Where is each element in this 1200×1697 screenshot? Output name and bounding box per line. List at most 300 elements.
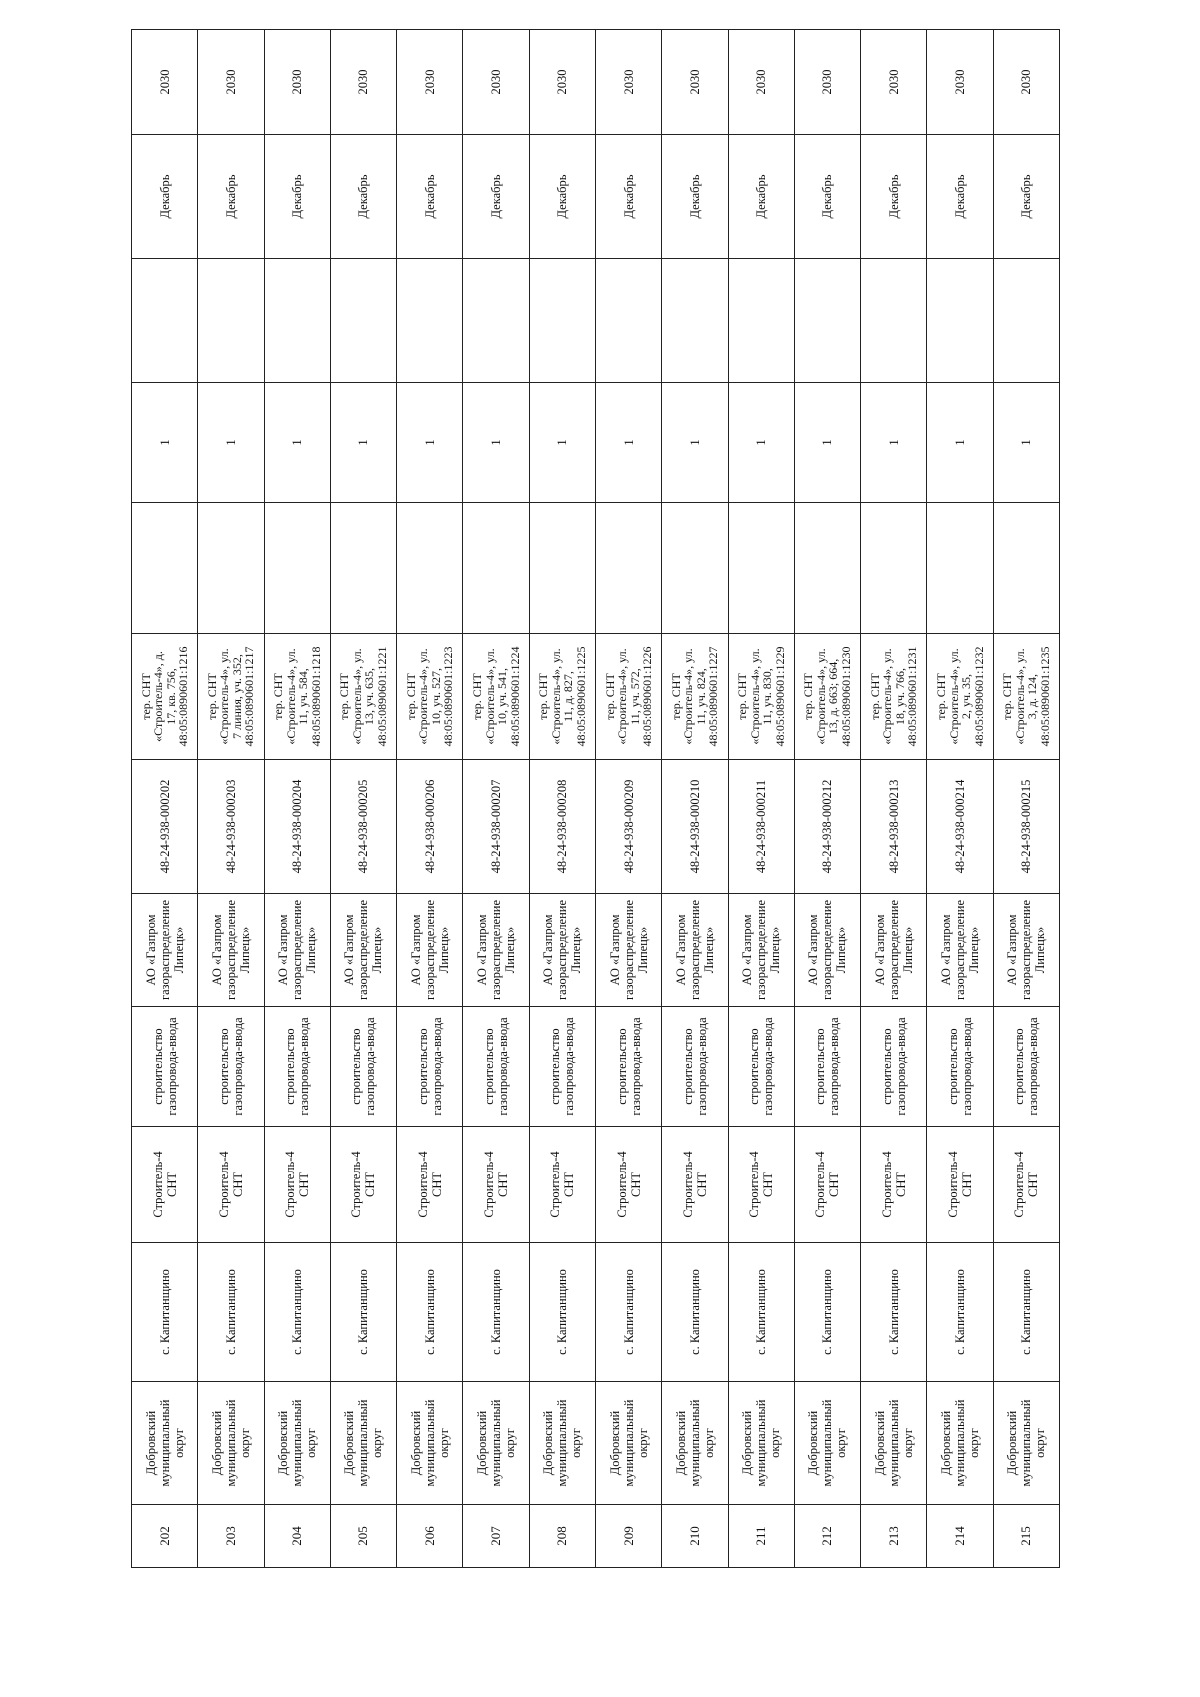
quantity-cell: [529, 383, 595, 503]
work-type-cell: [728, 1007, 794, 1127]
year-cell: [927, 30, 993, 135]
work-type-cell-text: строительство газопровода-ввода: [349, 1017, 378, 1116]
row-number: [397, 1505, 463, 1568]
village-cell-text: с. Капитанщино: [555, 1269, 570, 1355]
row-number-text: 206: [421, 1526, 437, 1546]
district-cell-text: Добровский муниципальный округ: [143, 1399, 186, 1487]
company-cell-text: АО «Газпром газораспределение Липецк»: [939, 899, 982, 1001]
district-cell: [927, 1382, 993, 1505]
address-cell: [397, 634, 463, 760]
object-code-cell-text: 48-24-938-000212: [820, 779, 835, 874]
work-type-cell: [397, 1007, 463, 1127]
company-cell: [264, 894, 330, 1007]
month-cell-text: Декабрь: [886, 174, 901, 219]
row-number-text: 203: [222, 1526, 238, 1546]
empty-cell: [993, 503, 1059, 634]
village-cell: [198, 1243, 264, 1382]
empty-cell: [595, 259, 661, 383]
empty-cell: [132, 503, 198, 634]
object-code-cell-text: 48-24-938-000208: [555, 779, 570, 874]
quantity-cell-text: 1: [356, 439, 371, 446]
empty-cell: [397, 259, 463, 383]
table-row: [662, 30, 728, 1568]
row-number: [993, 1505, 1059, 1568]
empty-cell: [330, 503, 396, 634]
month-cell: [330, 135, 396, 259]
address-cell-text: тер. СНТ «Строитель-4», ул. 3, д. 124, 48:05:0890601:1235: [1000, 646, 1052, 747]
district-cell: [463, 1382, 529, 1505]
quantity-cell: [595, 383, 661, 503]
company-cell-text: АО «Газпром газораспределение Липецк»: [475, 899, 518, 1001]
year-cell: [595, 30, 661, 135]
year-cell: [264, 30, 330, 135]
snt-cell-text: Строитель-4 СНТ: [150, 1151, 179, 1218]
address-cell: [861, 634, 927, 760]
company-cell: [397, 894, 463, 1007]
company-cell-text: АО «Газпром газораспределение Липецк»: [541, 899, 584, 1001]
work-type-cell: [132, 1007, 198, 1127]
address-cell-text: тер. СНТ «Строитель-4», ул. 7 линия, уч. 352, 48:05:0890601:1217: [204, 646, 257, 747]
district-cell: [794, 1382, 860, 1505]
village-cell-text: с. Капитанщино: [223, 1269, 238, 1355]
quantity-cell: [662, 383, 728, 503]
work-type-cell: [595, 1007, 661, 1127]
year-cell-text: 2030: [1019, 69, 1034, 95]
table-row: [595, 30, 661, 1568]
empty-cell: [662, 503, 728, 634]
work-type-cell: [330, 1007, 396, 1127]
empty-cell: [198, 503, 264, 634]
month-cell-text: Декабрь: [953, 174, 968, 219]
row-number: [529, 1505, 595, 1568]
table-row: [993, 30, 1059, 1568]
empty-cell: [330, 259, 396, 383]
empty-cell: [861, 503, 927, 634]
year-cell-text: 2030: [886, 69, 901, 95]
year-cell: [662, 30, 728, 135]
village-cell: [330, 1243, 396, 1382]
row-number-text: 205: [355, 1526, 371, 1546]
gasification-schedule-table: [131, 29, 1060, 1568]
address-cell: [662, 634, 728, 760]
month-cell-text: Декабрь: [754, 174, 769, 219]
month-cell-text: Декабрь: [1019, 174, 1034, 219]
year-cell: [132, 30, 198, 135]
district-cell: [198, 1382, 264, 1505]
year-cell: [463, 30, 529, 135]
row-number-text: 208: [554, 1526, 570, 1546]
company-cell-text: АО «Газпром газораспределение Липецк»: [143, 899, 186, 1001]
snt-cell-text: Строитель-4 СНТ: [349, 1151, 378, 1218]
object-code-cell-text: 48-24-938-000214: [953, 779, 968, 874]
address-cell-text: тер. СНТ «Строитель-4», ул. 11, уч. 584, 48:05:0890601:1218: [271, 646, 323, 747]
year-cell-text: 2030: [290, 69, 305, 95]
row-number-text: 202: [156, 1526, 172, 1546]
snt-cell: [397, 1127, 463, 1243]
address-cell-text: тер. СНТ «Строитель-4», ул. 13, уч. 635, 48:05:0890601:1221: [337, 646, 389, 747]
month-cell: [927, 135, 993, 259]
row-number-text: 215: [1018, 1526, 1034, 1546]
district-cell-text: Добровский муниципальный округ: [342, 1399, 385, 1487]
snt-cell: [861, 1127, 927, 1243]
work-type-cell-text: строительство газопровода-ввода: [548, 1017, 577, 1116]
quantity-cell: [728, 383, 794, 503]
snt-cell-text: Строитель-4 СНТ: [1012, 1151, 1041, 1218]
object-code-cell-text: 48-24-938-000215: [1019, 779, 1034, 874]
village-cell: [264, 1243, 330, 1382]
quantity-cell-text: 1: [422, 439, 437, 446]
row-number: [132, 1505, 198, 1568]
object-code-cell: [529, 760, 595, 894]
village-cell: [794, 1243, 860, 1382]
month-cell-text: Декабрь: [290, 174, 305, 219]
village-cell-text: с. Капитанщино: [157, 1269, 172, 1355]
district-cell-text: Добровский муниципальный округ: [541, 1399, 584, 1487]
table-row: [198, 30, 264, 1568]
quantity-cell-text: 1: [1019, 439, 1034, 446]
empty-cell: [463, 503, 529, 634]
object-code-cell-text: 48-24-938-000209: [621, 779, 636, 874]
year-cell: [861, 30, 927, 135]
village-cell: [529, 1243, 595, 1382]
company-cell: [794, 894, 860, 1007]
snt-cell: [529, 1127, 595, 1243]
district-cell: [529, 1382, 595, 1505]
row-number-text: 204: [289, 1526, 305, 1546]
row-number: [198, 1505, 264, 1568]
district-cell-text: Добровский муниципальный округ: [872, 1399, 915, 1487]
quantity-cell-text: 1: [886, 439, 901, 446]
snt-cell: [993, 1127, 1059, 1243]
village-cell-text: с. Капитанщино: [1019, 1269, 1034, 1355]
work-type-cell: [264, 1007, 330, 1127]
quantity-cell: [463, 383, 529, 503]
month-cell-text: Декабрь: [422, 174, 437, 219]
company-cell-text: АО «Газпром газораспределение Липецк»: [1005, 899, 1048, 1001]
month-cell: [132, 135, 198, 259]
object-code-cell: [397, 760, 463, 894]
table-row: [529, 30, 595, 1568]
snt-cell-text: Строитель-4 СНТ: [747, 1151, 776, 1218]
snt-cell-text: Строитель-4 СНТ: [283, 1151, 312, 1218]
month-cell: [529, 135, 595, 259]
month-cell: [861, 135, 927, 259]
object-code-cell-text: 48-24-938-000204: [290, 779, 305, 874]
company-cell-text: АО «Газпром газораспределение Липецк»: [408, 899, 451, 1001]
snt-cell-text: Строитель-4 СНТ: [946, 1151, 975, 1218]
year-cell-text: 2030: [356, 69, 371, 95]
year-cell-text: 2030: [953, 69, 968, 95]
snt-cell: [927, 1127, 993, 1243]
quantity-cell: [132, 383, 198, 503]
object-code-cell: [198, 760, 264, 894]
snt-cell-text: Строитель-4 СНТ: [680, 1151, 709, 1218]
object-code-cell: [993, 760, 1059, 894]
address-cell-text: тер. СНТ «Строитель-4», ул. 18, уч. 766, 48:05:0890601:1231: [867, 646, 920, 747]
village-cell: [662, 1243, 728, 1382]
year-cell: [198, 30, 264, 135]
company-cell: [993, 894, 1059, 1007]
table-row: [264, 30, 330, 1568]
object-code-cell: [861, 760, 927, 894]
quantity-cell-text: 1: [489, 439, 504, 446]
village-cell-text: с. Капитанщино: [489, 1269, 504, 1355]
snt-cell: [595, 1127, 661, 1243]
district-cell-text: Добровский муниципальный округ: [1005, 1399, 1048, 1487]
company-cell-text: АО «Газпром газораспределение Липецк»: [342, 899, 385, 1001]
village-cell-text: с. Капитанщино: [422, 1269, 437, 1355]
table-row: [132, 30, 198, 1568]
district-cell: [330, 1382, 396, 1505]
work-type-cell-text: строительство газопровода-ввода: [1012, 1017, 1041, 1116]
district-cell: [861, 1382, 927, 1505]
month-cell-text: Декабрь: [687, 174, 702, 219]
snt-cell-text: Строитель-4 СНТ: [482, 1151, 511, 1218]
object-code-cell-text: 48-24-938-000207: [489, 779, 504, 874]
row-number: [662, 1505, 728, 1568]
company-cell: [463, 894, 529, 1007]
village-cell-text: с. Капитанщино: [820, 1269, 835, 1355]
quantity-cell-text: 1: [754, 439, 769, 446]
district-cell-text: Добровский муниципальный округ: [673, 1399, 716, 1487]
work-type-cell: [662, 1007, 728, 1127]
empty-cell: [794, 503, 860, 634]
row-number: [264, 1505, 330, 1568]
row-number-text: 209: [620, 1526, 636, 1546]
company-cell-text: АО «Газпром газораспределение Липецк»: [276, 899, 319, 1001]
address-cell-text: тер. СНТ «Строитель-4», ул. 11, д. 827, 48:05:0890601:1225: [536, 646, 588, 747]
month-cell: [595, 135, 661, 259]
company-cell: [529, 894, 595, 1007]
row-number-text: 210: [686, 1526, 702, 1546]
address-cell-text: тер. СНТ «Строитель-4», ул. 11, уч. 572, 48:05:0890601:1226: [602, 646, 655, 747]
year-cell: [330, 30, 396, 135]
work-type-cell-text: строительство газопровода-ввода: [747, 1017, 776, 1116]
address-cell-text: тер. СНТ «Строитель-4», ул. 11, уч. 824, 48:05:0890601:1227: [668, 646, 721, 747]
snt-cell: [264, 1127, 330, 1243]
snt-cell: [728, 1127, 794, 1243]
snt-cell: [198, 1127, 264, 1243]
row-number-text: 211: [753, 1526, 769, 1546]
work-type-cell-text: строительство газопровода-ввода: [216, 1017, 245, 1116]
quantity-cell: [794, 383, 860, 503]
village-cell: [595, 1243, 661, 1382]
month-cell-text: Декабрь: [157, 174, 172, 219]
company-cell: [927, 894, 993, 1007]
empty-cell: [529, 259, 595, 383]
village-cell: [993, 1243, 1059, 1382]
month-cell-text: Декабрь: [555, 174, 570, 219]
address-cell: [132, 634, 198, 760]
empty-cell: [198, 259, 264, 383]
company-cell: [198, 894, 264, 1007]
quantity-cell-text: 1: [157, 439, 172, 446]
company-cell-text: АО «Газпром газораспределение Липецк»: [209, 899, 252, 1001]
year-cell: [529, 30, 595, 135]
district-cell: [728, 1382, 794, 1505]
table-body: [132, 30, 1060, 1568]
year-cell: [728, 30, 794, 135]
village-cell-text: с. Капитанщино: [754, 1269, 769, 1355]
object-code-cell: [330, 760, 396, 894]
work-type-cell-text: строительство газопровода-ввода: [415, 1017, 444, 1116]
month-cell: [397, 135, 463, 259]
company-cell-text: АО «Газпром газораспределение Липецк»: [872, 899, 915, 1001]
empty-cell: [529, 503, 595, 634]
object-code-cell-text: 48-24-938-000206: [422, 779, 437, 874]
snt-cell-text: Строитель-4 СНТ: [879, 1151, 908, 1218]
month-cell: [728, 135, 794, 259]
snt-cell: [132, 1127, 198, 1243]
work-type-cell-text: строительство газопровода-ввода: [482, 1017, 511, 1116]
district-cell-text: Добровский муниципальный округ: [408, 1399, 451, 1487]
district-cell: [595, 1382, 661, 1505]
address-cell: [529, 634, 595, 760]
empty-cell: [662, 259, 728, 383]
empty-cell: [397, 503, 463, 634]
row-number: [595, 1505, 661, 1568]
year-cell-text: 2030: [223, 69, 238, 95]
empty-cell: [861, 259, 927, 383]
quantity-cell: [397, 383, 463, 503]
district-cell-text: Добровский муниципальный округ: [475, 1399, 518, 1487]
object-code-cell-text: 48-24-938-000205: [356, 779, 371, 874]
row-number: [463, 1505, 529, 1568]
work-type-cell-text: строительство газопровода-ввода: [879, 1017, 908, 1116]
company-cell-text: АО «Газпром газораспределение Липецк»: [673, 899, 716, 1001]
work-type-cell: [861, 1007, 927, 1127]
address-cell-text: тер. СНТ «Строитель-4», ул. 10, уч. 541, 48:05:0890601:1224: [470, 646, 522, 747]
village-cell: [861, 1243, 927, 1382]
empty-cell: [993, 259, 1059, 383]
village-cell: [463, 1243, 529, 1382]
address-cell: [927, 634, 993, 760]
work-type-cell-text: строительство газопровода-ввода: [283, 1017, 312, 1116]
month-cell: [198, 135, 264, 259]
empty-cell: [794, 259, 860, 383]
company-cell-text: АО «Газпром газораспределение Липецк»: [607, 899, 650, 1001]
company-cell: [728, 894, 794, 1007]
quantity-cell: [993, 383, 1059, 503]
row-number-text: 214: [952, 1526, 968, 1546]
district-cell-text: Добровский муниципальный округ: [276, 1399, 319, 1487]
month-cell: [463, 135, 529, 259]
district-cell-text: Добровский муниципальный округ: [939, 1399, 982, 1487]
object-code-cell-text: 48-24-938-000213: [886, 779, 901, 874]
object-code-cell: [595, 760, 661, 894]
table-row: [728, 30, 794, 1568]
snt-cell: [463, 1127, 529, 1243]
table-row: [397, 30, 463, 1568]
object-code-cell-text: 48-24-938-000210: [687, 779, 702, 874]
address-cell: [264, 634, 330, 760]
district-cell: [397, 1382, 463, 1505]
work-type-cell-text: строительство газопровода-ввода: [150, 1017, 179, 1116]
year-cell-text: 2030: [422, 69, 437, 95]
quantity-cell-text: 1: [820, 439, 835, 446]
village-cell-text: с. Капитанщино: [886, 1269, 901, 1355]
company-cell-text: АО «Газпром газораспределение Липецк»: [740, 899, 783, 1001]
village-cell-text: с. Капитанщино: [290, 1269, 305, 1355]
company-cell: [861, 894, 927, 1007]
year-cell: [794, 30, 860, 135]
empty-cell: [132, 259, 198, 383]
quantity-cell: [198, 383, 264, 503]
address-cell: [993, 634, 1059, 760]
district-cell: [993, 1382, 1059, 1505]
address-cell-text: тер. СНТ «Строитель-4», ул. 10, уч. 527, 48:05:0890601:1223: [403, 646, 456, 747]
snt-cell-text: Строитель-4 СНТ: [216, 1151, 245, 1218]
company-cell: [132, 894, 198, 1007]
year-cell-text: 2030: [820, 69, 835, 95]
village-cell: [728, 1243, 794, 1382]
table-row: [330, 30, 396, 1568]
empty-cell: [264, 259, 330, 383]
year-cell-text: 2030: [621, 69, 636, 95]
year-cell: [993, 30, 1059, 135]
empty-cell: [728, 259, 794, 383]
address-cell: [728, 634, 794, 760]
rotated-table-container: [131, 69, 1060, 1568]
quantity-cell-text: 1: [290, 439, 305, 446]
row-number: [794, 1505, 860, 1568]
row-number-text: 213: [885, 1526, 901, 1546]
district-cell-text: Добровский муниципальный округ: [209, 1399, 252, 1487]
year-cell: [397, 30, 463, 135]
month-cell-text: Декабрь: [356, 174, 371, 219]
quantity-cell-text: 1: [953, 439, 968, 446]
row-number-text: 207: [488, 1526, 504, 1546]
company-cell: [330, 894, 396, 1007]
address-cell-text: тер. СНТ «Строитель-4», ул. 2, уч. 35, 48:05:0890601:1232: [934, 646, 986, 747]
object-code-cell: [794, 760, 860, 894]
work-type-cell-text: строительство газопровода-ввода: [813, 1017, 842, 1116]
table-row: [861, 30, 927, 1568]
work-type-cell: [794, 1007, 860, 1127]
district-cell-text: Добровский муниципальный округ: [607, 1399, 650, 1487]
month-cell: [794, 135, 860, 259]
work-type-cell: [198, 1007, 264, 1127]
address-cell-text: тер. СНТ «Строитель-4», ул. 11, уч. 830, 48:05:0890601:1229: [735, 646, 787, 747]
address-cell: [463, 634, 529, 760]
quantity-cell: [264, 383, 330, 503]
village-cell: [132, 1243, 198, 1382]
month-cell-text: Декабрь: [489, 174, 504, 219]
address-cell-text: тер. СНТ «Строитель-4», ул. 13, д. 663; 664, 48:05:0890601:1230: [801, 646, 853, 747]
district-cell: [132, 1382, 198, 1505]
year-cell-text: 2030: [555, 69, 570, 95]
village-cell-text: с. Капитанщино: [953, 1269, 968, 1355]
village-cell: [397, 1243, 463, 1382]
village-cell-text: с. Капитанщино: [356, 1269, 371, 1355]
address-cell: [794, 634, 860, 760]
district-cell: [662, 1382, 728, 1505]
table-row: [927, 30, 993, 1568]
snt-cell-text: Строитель-4 СНТ: [415, 1151, 444, 1218]
quantity-cell-text: 1: [687, 439, 702, 446]
year-cell-text: 2030: [687, 69, 702, 95]
table-row: [463, 30, 529, 1568]
object-code-cell: [728, 760, 794, 894]
quantity-cell-text: 1: [223, 439, 238, 446]
month-cell: [662, 135, 728, 259]
object-code-cell: [662, 760, 728, 894]
object-code-cell: [264, 760, 330, 894]
object-code-cell: [927, 760, 993, 894]
row-number: [927, 1505, 993, 1568]
village-cell-text: с. Капитанщино: [687, 1269, 702, 1355]
address-cell: [595, 634, 661, 760]
